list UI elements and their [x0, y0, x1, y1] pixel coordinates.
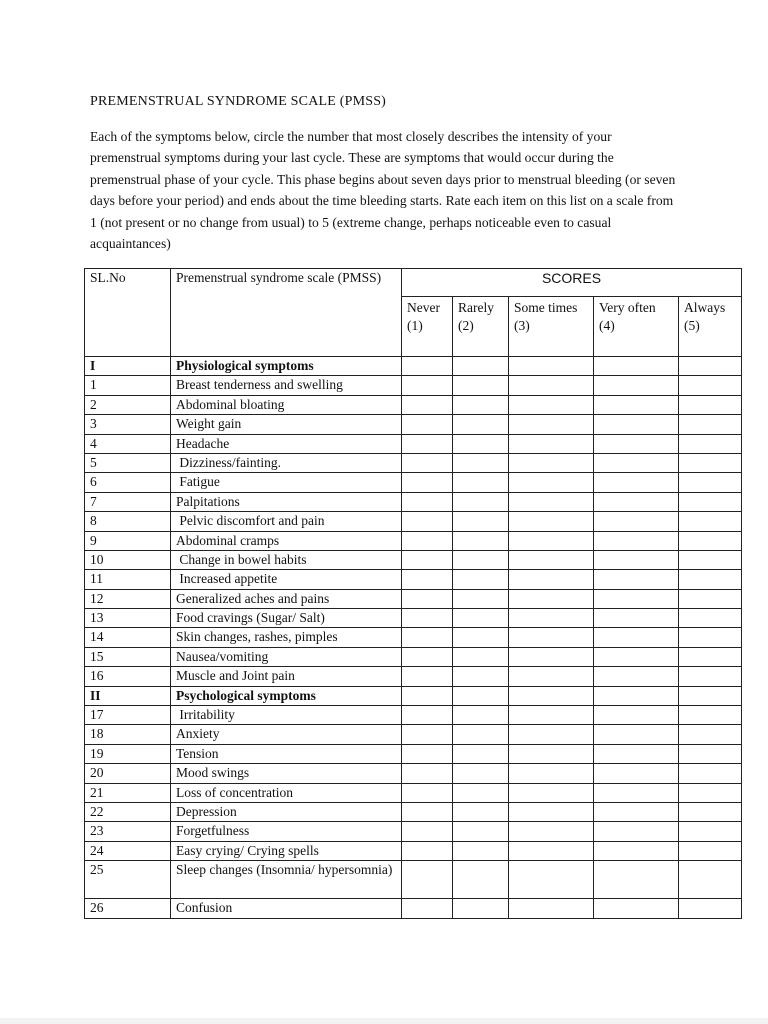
score-cell-very-often[interactable] [594, 841, 679, 860]
score-cell-rarely[interactable] [453, 899, 509, 918]
score-cell-very-often[interactable] [594, 570, 679, 589]
row-number: 9 [85, 531, 171, 550]
symptom-label: Weight gain [171, 415, 402, 434]
document-title: PREMENSTRUAL SYNDROME SCALE (PMSS) [90, 94, 387, 109]
score-cell-never[interactable] [402, 744, 453, 763]
score-value: (2) [458, 318, 474, 333]
score-cell-sometimes[interactable] [509, 609, 594, 628]
row-number: 2 [85, 395, 171, 414]
score-cell-very-often[interactable] [594, 531, 679, 550]
table-row [85, 647, 742, 666]
score-cell-sometimes[interactable] [509, 512, 594, 531]
score-cell-rarely[interactable] [453, 395, 509, 414]
score-cell-very-often[interactable] [594, 628, 679, 647]
score-cell-always[interactable] [679, 841, 742, 860]
score-cell-very-often[interactable] [594, 744, 679, 763]
score-cell-very-often[interactable] [594, 899, 679, 918]
score-cell-always[interactable] [679, 822, 742, 841]
score-cell-very-often[interactable] [594, 686, 679, 705]
section-title: Psychological symptoms [171, 686, 402, 705]
score-value: (4) [599, 318, 615, 333]
symptom-label: Pelvic discomfort and pain [171, 512, 402, 531]
score-value: (1) [407, 318, 423, 333]
row-number: 20 [85, 764, 171, 783]
score-cell-sometimes[interactable] [509, 764, 594, 783]
score-cell-sometimes[interactable] [509, 861, 594, 899]
row-number: 22 [85, 802, 171, 821]
score-cell-never[interactable] [402, 783, 453, 802]
table-row [85, 376, 742, 395]
score-cell-very-often[interactable] [594, 725, 679, 744]
table-row [85, 783, 742, 802]
score-cell-sometimes[interactable] [509, 434, 594, 453]
score-cell-sometimes[interactable] [509, 453, 594, 472]
score-cell-always[interactable] [679, 686, 742, 705]
score-cell-very-often[interactable] [594, 861, 679, 899]
instructions-paragraph: Each of the symptoms below, circle the number that most closely describes the intensity of your premenstrual symptoms during your last cycle. These are symptoms that would occur during the premenstrual phase of your cycle. This phase begins about seven days prior to menstrual bleeding (or seven days before your period) and ends about the time bleeding starts. Rate each item on this list on a scale from 1 (not present or no change from usual) to 5 (extreme change, perhaps noticeable even to casual acquaintances) [90, 129, 676, 252]
table-row [85, 667, 742, 686]
score-cell-very-often[interactable] [594, 647, 679, 666]
header-scale: Premenstrual syndrome scale (PMSS) [171, 269, 402, 357]
score-cell-sometimes[interactable] [509, 899, 594, 918]
score-cell-never[interactable] [402, 492, 453, 511]
row-number: 18 [85, 725, 171, 744]
score-cell-never[interactable] [402, 841, 453, 860]
score-cell-rarely[interactable] [453, 706, 509, 725]
row-number: I [85, 357, 171, 376]
table-row [85, 589, 742, 608]
score-cell-very-often[interactable] [594, 415, 679, 434]
score-cell-sometimes[interactable] [509, 492, 594, 511]
score-cell-sometimes[interactable] [509, 783, 594, 802]
table-row [85, 531, 742, 550]
score-cell-sometimes[interactable] [509, 589, 594, 608]
symptom-label: Headache [171, 434, 402, 453]
score-cell-sometimes[interactable] [509, 376, 594, 395]
table-row [85, 570, 742, 589]
score-cell-very-often[interactable] [594, 589, 679, 608]
table-row [85, 415, 742, 434]
score-cell-never[interactable] [402, 822, 453, 841]
score-cell-very-often[interactable] [594, 706, 679, 725]
score-label: Very often [599, 300, 656, 315]
row-number: 5 [85, 453, 171, 472]
score-cell-sometimes[interactable] [509, 628, 594, 647]
score-cell-always[interactable] [679, 667, 742, 686]
table-row [85, 628, 742, 647]
score-cell-sometimes[interactable] [509, 395, 594, 414]
symptom-label: Skin changes, rashes, pimples [171, 628, 402, 647]
score-cell-sometimes[interactable] [509, 647, 594, 666]
symptom-label: Tension [171, 744, 402, 763]
table-row [85, 453, 742, 472]
score-cell-always[interactable] [679, 783, 742, 802]
symptom-label: Palpitations [171, 492, 402, 511]
table-row [85, 725, 742, 744]
table-row [85, 841, 742, 860]
score-cell-never[interactable] [402, 802, 453, 821]
score-label: Never [407, 300, 440, 315]
row-number: 12 [85, 589, 171, 608]
header-score-always [679, 297, 742, 357]
row-number: 25 [85, 861, 171, 899]
score-cell-never[interactable] [402, 628, 453, 647]
table-row [85, 802, 742, 821]
symptom-label: Muscle and Joint pain [171, 667, 402, 686]
row-number: 4 [85, 434, 171, 453]
score-cell-never[interactable] [402, 667, 453, 686]
header-score-rarely [453, 297, 509, 357]
score-cell-sometimes[interactable] [509, 686, 594, 705]
score-cell-never[interactable] [402, 434, 453, 453]
score-cell-very-often[interactable] [594, 395, 679, 414]
header-score-very-often [594, 297, 679, 357]
score-cell-rarely[interactable] [453, 453, 509, 472]
score-cell-rarely[interactable] [453, 628, 509, 647]
score-cell-rarely[interactable] [453, 802, 509, 821]
row-number: 1 [85, 376, 171, 395]
pmss-table [84, 268, 742, 919]
score-cell-never[interactable] [402, 686, 453, 705]
score-cell-sometimes[interactable] [509, 570, 594, 589]
symptom-label: Dizziness/fainting. [171, 453, 402, 472]
row-number: 21 [85, 783, 171, 802]
symptom-label: Anxiety [171, 725, 402, 744]
score-cell-rarely[interactable] [453, 647, 509, 666]
score-cell-rarely[interactable] [453, 473, 509, 492]
score-cell-always[interactable] [679, 357, 742, 376]
row-number: 26 [85, 899, 171, 918]
symptom-label: Mood swings [171, 764, 402, 783]
score-cell-never[interactable] [402, 453, 453, 472]
symptom-label: Nausea/vomiting [171, 647, 402, 666]
table-row [85, 434, 742, 453]
score-cell-rarely[interactable] [453, 861, 509, 899]
score-cell-never[interactable] [402, 550, 453, 569]
score-cell-never[interactable] [402, 570, 453, 589]
score-cell-always[interactable] [679, 802, 742, 821]
score-cell-always[interactable] [679, 609, 742, 628]
score-cell-always[interactable] [679, 531, 742, 550]
score-label: Always [684, 300, 726, 315]
score-cell-never[interactable] [402, 899, 453, 918]
score-cell-never[interactable] [402, 725, 453, 744]
score-cell-very-often[interactable] [594, 473, 679, 492]
table-row [85, 492, 742, 511]
score-cell-never[interactable] [402, 764, 453, 783]
score-cell-never[interactable] [402, 395, 453, 414]
table-row [85, 473, 742, 492]
score-value: (5) [684, 318, 700, 333]
score-label: Rarely [458, 300, 494, 315]
score-cell-never[interactable] [402, 357, 453, 376]
score-cell-very-often[interactable] [594, 667, 679, 686]
score-cell-always[interactable] [679, 570, 742, 589]
score-cell-rarely[interactable] [453, 609, 509, 628]
score-cell-very-often[interactable] [594, 783, 679, 802]
symptom-label: Generalized aches and pains [171, 589, 402, 608]
score-cell-rarely[interactable] [453, 744, 509, 763]
score-cell-rarely[interactable] [453, 492, 509, 511]
score-cell-rarely[interactable] [453, 667, 509, 686]
score-cell-sometimes[interactable] [509, 706, 594, 725]
score-cell-never[interactable] [402, 647, 453, 666]
score-cell-never[interactable] [402, 512, 453, 531]
symptom-label: Change in bowel habits [171, 550, 402, 569]
score-cell-always[interactable] [679, 492, 742, 511]
score-cell-always[interactable] [679, 647, 742, 666]
score-cell-very-often[interactable] [594, 802, 679, 821]
score-cell-never[interactable] [402, 861, 453, 899]
score-cell-very-often[interactable] [594, 453, 679, 472]
score-cell-rarely[interactable] [453, 589, 509, 608]
header-score-never [402, 297, 453, 357]
symptom-label: Abdominal cramps [171, 531, 402, 550]
table-body [85, 357, 742, 919]
score-cell-always[interactable] [679, 512, 742, 531]
symptom-label: Breast tenderness and swelling [171, 376, 402, 395]
row-number: 7 [85, 492, 171, 511]
score-cell-very-often[interactable] [594, 822, 679, 841]
table-row [85, 822, 742, 841]
score-cell-rarely[interactable] [453, 764, 509, 783]
score-cell-never[interactable] [402, 473, 453, 492]
score-cell-always[interactable] [679, 376, 742, 395]
score-cell-rarely[interactable] [453, 357, 509, 376]
section-row [85, 686, 742, 705]
symptom-label: Irritability [171, 706, 402, 725]
score-cell-rarely[interactable] [453, 783, 509, 802]
score-cell-always[interactable] [679, 725, 742, 744]
row-number: II [85, 686, 171, 705]
score-cell-sometimes[interactable] [509, 841, 594, 860]
score-cell-sometimes[interactable] [509, 822, 594, 841]
score-cell-sometimes[interactable] [509, 725, 594, 744]
score-cell-never[interactable] [402, 531, 453, 550]
score-cell-very-often[interactable] [594, 550, 679, 569]
score-cell-always[interactable] [679, 899, 742, 918]
row-number: 10 [85, 550, 171, 569]
score-cell-always[interactable] [679, 861, 742, 899]
score-cell-sometimes[interactable] [509, 415, 594, 434]
score-cell-rarely[interactable] [453, 725, 509, 744]
table-row [85, 764, 742, 783]
score-cell-sometimes[interactable] [509, 531, 594, 550]
score-cell-sometimes[interactable] [509, 357, 594, 376]
row-number: 24 [85, 841, 171, 860]
table-row [85, 861, 742, 899]
score-cell-rarely[interactable] [453, 434, 509, 453]
table-row [85, 550, 742, 569]
symptom-label: Loss of concentration [171, 783, 402, 802]
score-cell-always[interactable] [679, 395, 742, 414]
score-value: (3) [514, 318, 530, 333]
score-cell-rarely[interactable] [453, 841, 509, 860]
score-cell-sometimes[interactable] [509, 550, 594, 569]
table-row [85, 744, 742, 763]
score-cell-very-often[interactable] [594, 492, 679, 511]
symptom-label: Confusion [171, 899, 402, 918]
score-cell-rarely[interactable] [453, 822, 509, 841]
score-cell-sometimes[interactable] [509, 473, 594, 492]
table-row [85, 395, 742, 414]
score-cell-sometimes[interactable] [509, 667, 594, 686]
row-number: 11 [85, 570, 171, 589]
page-bottom-edge [0, 1018, 768, 1024]
score-cell-never[interactable] [402, 706, 453, 725]
row-number: 15 [85, 647, 171, 666]
symptom-label: Fatigue [171, 473, 402, 492]
score-cell-always[interactable] [679, 473, 742, 492]
score-cell-rarely[interactable] [453, 415, 509, 434]
symptom-label: Sleep changes (Insomnia/ hypersomnia) [171, 861, 402, 899]
header-sl-no: SL.No [85, 269, 171, 357]
score-cell-sometimes[interactable] [509, 744, 594, 763]
score-cell-rarely[interactable] [453, 512, 509, 531]
score-cell-always[interactable] [679, 628, 742, 647]
row-number: 8 [85, 512, 171, 531]
header-score-sometimes [509, 297, 594, 357]
score-cell-always[interactable] [679, 434, 742, 453]
section-title: Physiological symptoms [171, 357, 402, 376]
table-row [85, 706, 742, 725]
table-row [85, 899, 742, 918]
score-cell-always[interactable] [679, 706, 742, 725]
table-row [85, 609, 742, 628]
symptom-label: Increased appetite [171, 570, 402, 589]
symptom-label: Depression [171, 802, 402, 821]
section-row [85, 357, 742, 376]
score-cell-rarely[interactable] [453, 531, 509, 550]
score-cell-always[interactable] [679, 589, 742, 608]
score-cell-rarely[interactable] [453, 376, 509, 395]
score-cell-rarely[interactable] [453, 550, 509, 569]
row-number: 14 [85, 628, 171, 647]
table-row [85, 512, 742, 531]
score-cell-rarely[interactable] [453, 686, 509, 705]
score-cell-never[interactable] [402, 415, 453, 434]
score-cell-very-often[interactable] [594, 357, 679, 376]
score-cell-very-often[interactable] [594, 376, 679, 395]
row-number: 17 [85, 706, 171, 725]
score-cell-never[interactable] [402, 609, 453, 628]
score-cell-very-often[interactable] [594, 512, 679, 531]
score-cell-never[interactable] [402, 589, 453, 608]
score-cell-sometimes[interactable] [509, 802, 594, 821]
row-number: 19 [85, 744, 171, 763]
row-number: 6 [85, 473, 171, 492]
score-cell-always[interactable] [679, 415, 742, 434]
score-cell-very-often[interactable] [594, 434, 679, 453]
header-scores: SCORES [402, 269, 742, 297]
score-cell-rarely[interactable] [453, 570, 509, 589]
score-cell-always[interactable] [679, 764, 742, 783]
row-number: 23 [85, 822, 171, 841]
symptom-label: Easy crying/ Crying spells [171, 841, 402, 860]
row-number: 13 [85, 609, 171, 628]
score-cell-never[interactable] [402, 376, 453, 395]
score-label: Some times [514, 300, 578, 315]
symptom-label: Abdominal bloating [171, 395, 402, 414]
score-cell-always[interactable] [679, 744, 742, 763]
symptom-label: Forgetfulness [171, 822, 402, 841]
score-cell-very-often[interactable] [594, 764, 679, 783]
row-number: 16 [85, 667, 171, 686]
symptom-label: Food cravings (Sugar/ Salt) [171, 609, 402, 628]
score-cell-always[interactable] [679, 550, 742, 569]
row-number: 3 [85, 415, 171, 434]
score-cell-very-often[interactable] [594, 609, 679, 628]
score-cell-always[interactable] [679, 453, 742, 472]
